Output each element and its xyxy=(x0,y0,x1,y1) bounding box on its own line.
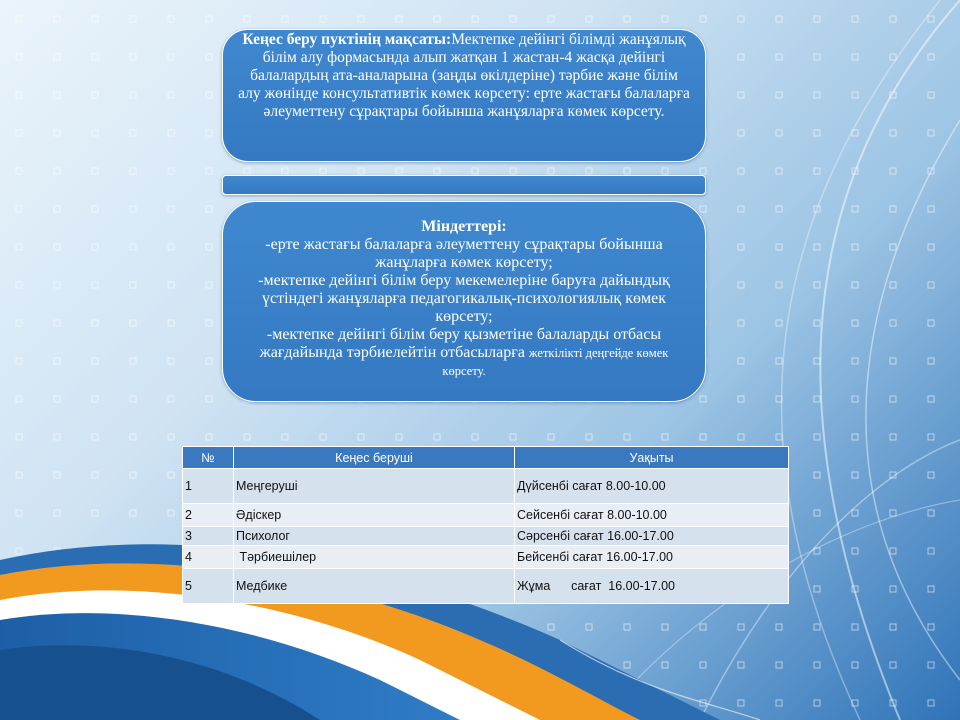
task-item-2: -мектепке дейінгі білім беру мекемелеріне баруға дайындық үстіндегі жанұяларға педагогикалық-психологиялық көмек көрсету; xyxy=(258,272,670,325)
table-row xyxy=(183,569,789,604)
task-item-3: -мектепке дейінгі білім беру қызметіне балаларды отбасы жағдайында тәрбиелейтін отбасыларға xyxy=(259,326,662,361)
task-item-1: -ерте жастағы балаларға әлеуметтену сұрақтары бойынша жанұларға көмек көрсету; xyxy=(265,236,663,271)
table-row xyxy=(183,469,789,504)
schedule-table xyxy=(182,446,789,604)
table-header-row xyxy=(183,447,789,469)
purpose-box xyxy=(222,29,706,162)
row-time: Сейсенбі сағат 8.00-10.00 xyxy=(515,504,789,527)
header-number: № xyxy=(183,447,234,469)
purpose-heading: Кеңес беру пуктінің мақсаты: xyxy=(242,31,452,48)
table-row xyxy=(183,527,789,546)
row-number: 5 xyxy=(183,569,234,604)
row-consultant: Медбике xyxy=(234,569,515,604)
table-row xyxy=(183,504,789,527)
table-row xyxy=(183,546,789,569)
divider-bar xyxy=(222,175,706,195)
row-number: 2 xyxy=(183,504,234,527)
row-consultant: Тәрбиешілер xyxy=(234,546,515,569)
purpose-text: Мектепке дейінгі білімді жанұялық білім алу формасында алып жатқан 1 жастан-4 жасқа дейінгі балалардың ата-аналарына (заңды өкілдеріне) тәрбие және білім алу жөнінде консультативтік көмек көрсету: ерте жастағы балаларға әлеуметтену сұрақтары бойынша жанұяларға көмек көрсету. xyxy=(238,31,690,120)
row-time: Жұма сағат 16.00-17.00 xyxy=(515,569,789,604)
tasks-heading: Міндеттері: xyxy=(421,218,507,235)
task-item-3-small: жеткілікті деңгейде көмек көрсету. xyxy=(442,346,669,378)
row-number: 1 xyxy=(183,469,234,504)
row-time: Бейсенбі сағат 16.00-17.00 xyxy=(515,546,789,569)
row-time: Сәрсенбі сағат 16.00-17.00 xyxy=(515,527,789,546)
row-time: Дүйсенбі сағат 8.00-10.00 xyxy=(515,469,789,504)
row-number: 4 xyxy=(183,546,234,569)
tasks-box xyxy=(222,201,706,402)
row-consultant: Әдіскер xyxy=(234,504,515,527)
row-number: 3 xyxy=(183,527,234,546)
header-time: Уақыты xyxy=(515,447,789,469)
row-consultant: Психолог xyxy=(234,527,515,546)
row-consultant: Меңгеруші xyxy=(234,469,515,504)
header-consultant: Кеңес беруші xyxy=(234,447,515,469)
